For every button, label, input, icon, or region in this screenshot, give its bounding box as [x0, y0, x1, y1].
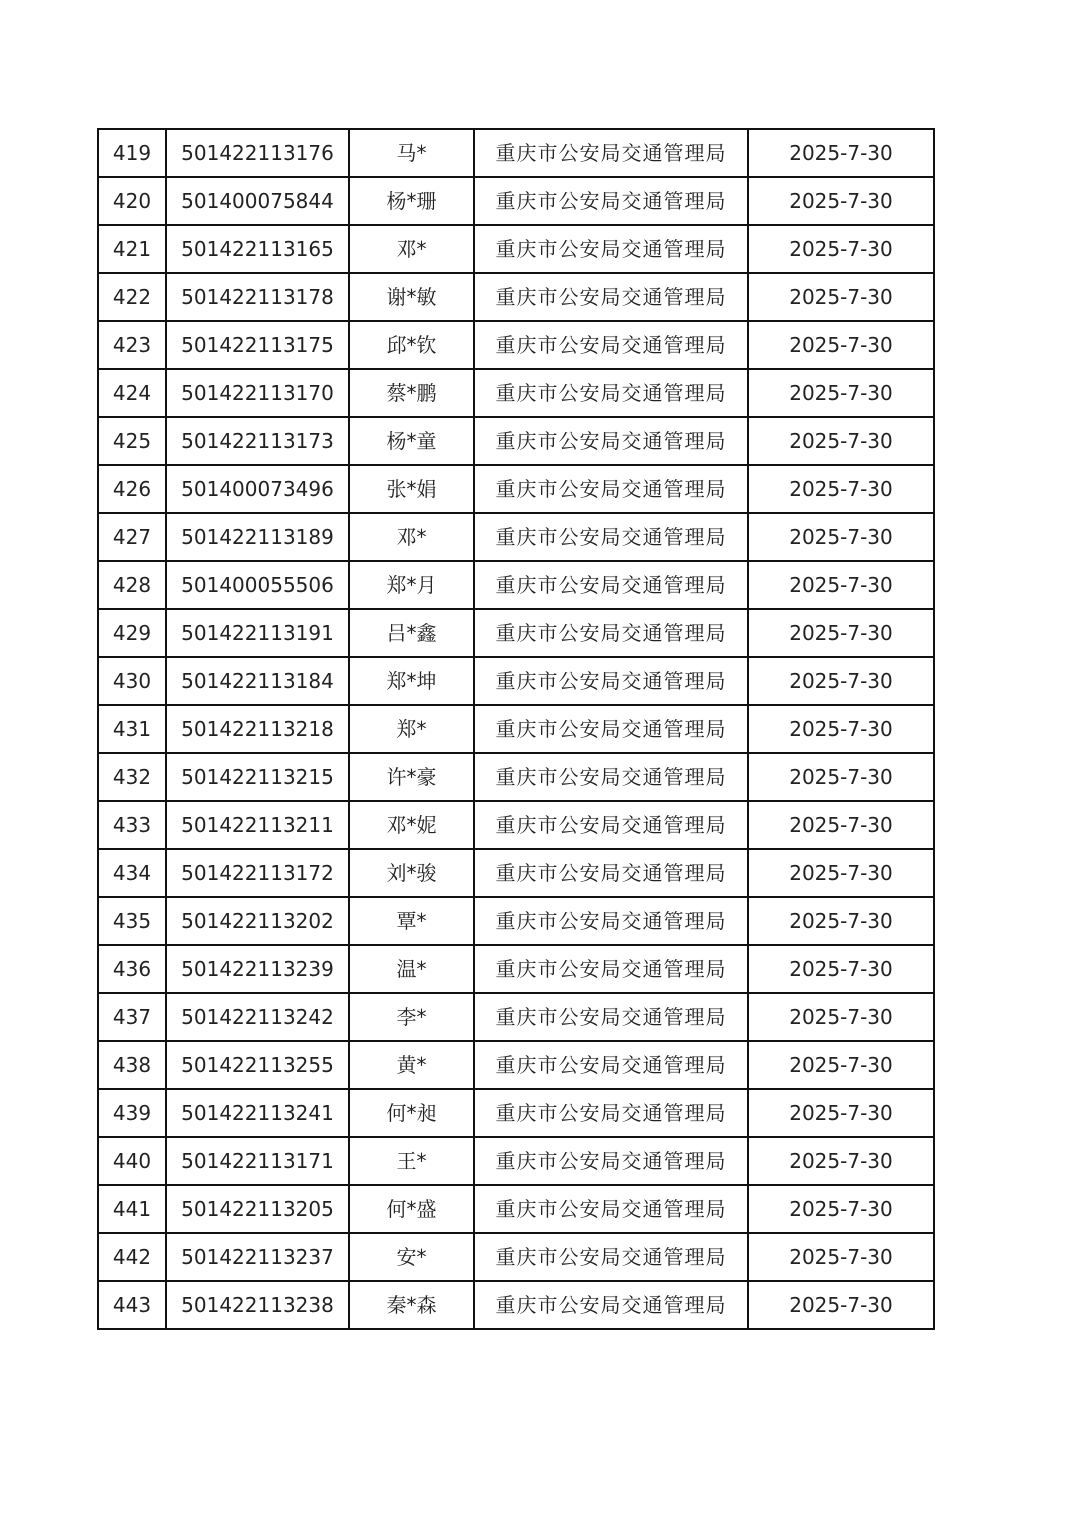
- id-number-cell: 501422113255: [166, 1041, 349, 1089]
- organization-cell: 重庆市公安局交通管理局: [474, 273, 748, 321]
- name-cell: 杨*珊: [349, 177, 474, 225]
- table-row: [98, 753, 934, 801]
- table-row: [98, 801, 934, 849]
- row-number-cell: 421: [98, 225, 166, 273]
- name-cell: 邓*: [349, 513, 474, 561]
- table-row: [98, 321, 934, 369]
- organization-cell: 重庆市公安局交通管理局: [474, 321, 748, 369]
- table-row: [98, 609, 934, 657]
- organization-cell: 重庆市公安局交通管理局: [474, 177, 748, 225]
- table-row: [98, 177, 934, 225]
- organization-cell: 重庆市公安局交通管理局: [474, 561, 748, 609]
- row-number-cell: 428: [98, 561, 166, 609]
- id-number-cell: 501422113178: [166, 273, 349, 321]
- table-row: [98, 465, 934, 513]
- id-number-cell: 501422113176: [166, 129, 349, 177]
- id-number-cell: 501400055506: [166, 561, 349, 609]
- row-number-cell: 426: [98, 465, 166, 513]
- name-cell: 温*: [349, 945, 474, 993]
- name-cell: 邱*钦: [349, 321, 474, 369]
- id-number-cell: 501422113171: [166, 1137, 349, 1185]
- name-cell: 许*豪: [349, 753, 474, 801]
- table-row: [98, 705, 934, 753]
- table-row: [98, 1281, 934, 1329]
- row-number-cell: 443: [98, 1281, 166, 1329]
- table-row: [98, 1233, 934, 1281]
- organization-cell: 重庆市公安局交通管理局: [474, 705, 748, 753]
- row-number-cell: 422: [98, 273, 166, 321]
- date-cell: 2025-7-30: [748, 321, 934, 369]
- name-cell: 何*昶: [349, 1089, 474, 1137]
- row-number-cell: 435: [98, 897, 166, 945]
- date-cell: 2025-7-30: [748, 1233, 934, 1281]
- row-number-cell: 423: [98, 321, 166, 369]
- date-cell: 2025-7-30: [748, 1185, 934, 1233]
- roster-table: [97, 128, 935, 1330]
- date-cell: 2025-7-30: [748, 561, 934, 609]
- roster-table-body: [98, 129, 934, 1329]
- name-cell: 郑*月: [349, 561, 474, 609]
- organization-cell: 重庆市公安局交通管理局: [474, 897, 748, 945]
- id-number-cell: 501422113239: [166, 945, 349, 993]
- name-cell: 杨*童: [349, 417, 474, 465]
- id-number-cell: 501422113241: [166, 1089, 349, 1137]
- id-number-cell: 501422113237: [166, 1233, 349, 1281]
- table-row: [98, 897, 934, 945]
- date-cell: 2025-7-30: [748, 657, 934, 705]
- table-row: [98, 849, 934, 897]
- organization-cell: 重庆市公安局交通管理局: [474, 1041, 748, 1089]
- row-number-cell: 429: [98, 609, 166, 657]
- table-row: [98, 561, 934, 609]
- name-cell: 刘*骏: [349, 849, 474, 897]
- row-number-cell: 430: [98, 657, 166, 705]
- table-row: [98, 273, 934, 321]
- date-cell: 2025-7-30: [748, 417, 934, 465]
- row-number-cell: 425: [98, 417, 166, 465]
- date-cell: 2025-7-30: [748, 897, 934, 945]
- table-row: [98, 417, 934, 465]
- id-number-cell: 501422113242: [166, 993, 349, 1041]
- id-number-cell: 501400075844: [166, 177, 349, 225]
- row-number-cell: 438: [98, 1041, 166, 1089]
- id-number-cell: 501422113211: [166, 801, 349, 849]
- row-number-cell: 437: [98, 993, 166, 1041]
- id-number-cell: 501422113173: [166, 417, 349, 465]
- id-number-cell: 501422113189: [166, 513, 349, 561]
- organization-cell: 重庆市公安局交通管理局: [474, 417, 748, 465]
- organization-cell: 重庆市公安局交通管理局: [474, 945, 748, 993]
- table-row: [98, 1089, 934, 1137]
- table-row: [98, 225, 934, 273]
- name-cell: 王*: [349, 1137, 474, 1185]
- name-cell: 郑*坤: [349, 657, 474, 705]
- id-number-cell: 501422113191: [166, 609, 349, 657]
- id-number-cell: 501422113202: [166, 897, 349, 945]
- name-cell: 邓*妮: [349, 801, 474, 849]
- organization-cell: 重庆市公安局交通管理局: [474, 225, 748, 273]
- name-cell: 何*盛: [349, 1185, 474, 1233]
- date-cell: 2025-7-30: [748, 753, 934, 801]
- organization-cell: 重庆市公安局交通管理局: [474, 129, 748, 177]
- id-number-cell: 501422113165: [166, 225, 349, 273]
- table-row: [98, 1041, 934, 1089]
- date-cell: 2025-7-30: [748, 273, 934, 321]
- row-number-cell: 441: [98, 1185, 166, 1233]
- organization-cell: 重庆市公安局交通管理局: [474, 849, 748, 897]
- date-cell: 2025-7-30: [748, 705, 934, 753]
- row-number-cell: 424: [98, 369, 166, 417]
- table-row: [98, 945, 934, 993]
- date-cell: 2025-7-30: [748, 849, 934, 897]
- name-cell: 黄*: [349, 1041, 474, 1089]
- name-cell: 马*: [349, 129, 474, 177]
- organization-cell: 重庆市公安局交通管理局: [474, 753, 748, 801]
- name-cell: 郑*: [349, 705, 474, 753]
- id-number-cell: 501422113238: [166, 1281, 349, 1329]
- row-number-cell: 433: [98, 801, 166, 849]
- name-cell: 李*: [349, 993, 474, 1041]
- date-cell: 2025-7-30: [748, 945, 934, 993]
- row-number-cell: 432: [98, 753, 166, 801]
- row-number-cell: 434: [98, 849, 166, 897]
- id-number-cell: 501422113172: [166, 849, 349, 897]
- date-cell: 2025-7-30: [748, 465, 934, 513]
- id-number-cell: 501422113184: [166, 657, 349, 705]
- date-cell: 2025-7-30: [748, 801, 934, 849]
- date-cell: 2025-7-30: [748, 369, 934, 417]
- date-cell: 2025-7-30: [748, 177, 934, 225]
- name-cell: 覃*: [349, 897, 474, 945]
- name-cell: 秦*森: [349, 1281, 474, 1329]
- table-row: [98, 369, 934, 417]
- organization-cell: 重庆市公安局交通管理局: [474, 465, 748, 513]
- organization-cell: 重庆市公安局交通管理局: [474, 513, 748, 561]
- date-cell: 2025-7-30: [748, 513, 934, 561]
- name-cell: 谢*敏: [349, 273, 474, 321]
- date-cell: 2025-7-30: [748, 1137, 934, 1185]
- organization-cell: 重庆市公安局交通管理局: [474, 609, 748, 657]
- id-number-cell: 501400073496: [166, 465, 349, 513]
- organization-cell: 重庆市公安局交通管理局: [474, 1233, 748, 1281]
- row-number-cell: 427: [98, 513, 166, 561]
- row-number-cell: 431: [98, 705, 166, 753]
- organization-cell: 重庆市公安局交通管理局: [474, 801, 748, 849]
- date-cell: 2025-7-30: [748, 225, 934, 273]
- id-number-cell: 501422113205: [166, 1185, 349, 1233]
- table-row: [98, 993, 934, 1041]
- name-cell: 吕*鑫: [349, 609, 474, 657]
- name-cell: 蔡*鹏: [349, 369, 474, 417]
- date-cell: 2025-7-30: [748, 1041, 934, 1089]
- date-cell: 2025-7-30: [748, 1089, 934, 1137]
- row-number-cell: 419: [98, 129, 166, 177]
- table-row: [98, 1185, 934, 1233]
- date-cell: 2025-7-30: [748, 993, 934, 1041]
- organization-cell: 重庆市公安局交通管理局: [474, 369, 748, 417]
- organization-cell: 重庆市公安局交通管理局: [474, 1185, 748, 1233]
- id-number-cell: 501422113175: [166, 321, 349, 369]
- table-row: [98, 129, 934, 177]
- name-cell: 张*娟: [349, 465, 474, 513]
- row-number-cell: 420: [98, 177, 166, 225]
- date-cell: 2025-7-30: [748, 609, 934, 657]
- id-number-cell: 501422113170: [166, 369, 349, 417]
- id-number-cell: 501422113215: [166, 753, 349, 801]
- organization-cell: 重庆市公安局交通管理局: [474, 1137, 748, 1185]
- name-cell: 邓*: [349, 225, 474, 273]
- row-number-cell: 439: [98, 1089, 166, 1137]
- row-number-cell: 440: [98, 1137, 166, 1185]
- table-row: [98, 1137, 934, 1185]
- table-row: [98, 657, 934, 705]
- row-number-cell: 442: [98, 1233, 166, 1281]
- table-row: [98, 513, 934, 561]
- name-cell: 安*: [349, 1233, 474, 1281]
- date-cell: 2025-7-30: [748, 129, 934, 177]
- date-cell: 2025-7-30: [748, 1281, 934, 1329]
- organization-cell: 重庆市公安局交通管理局: [474, 1089, 748, 1137]
- organization-cell: 重庆市公安局交通管理局: [474, 993, 748, 1041]
- organization-cell: 重庆市公安局交通管理局: [474, 1281, 748, 1329]
- id-number-cell: 501422113218: [166, 705, 349, 753]
- organization-cell: 重庆市公安局交通管理局: [474, 657, 748, 705]
- row-number-cell: 436: [98, 945, 166, 993]
